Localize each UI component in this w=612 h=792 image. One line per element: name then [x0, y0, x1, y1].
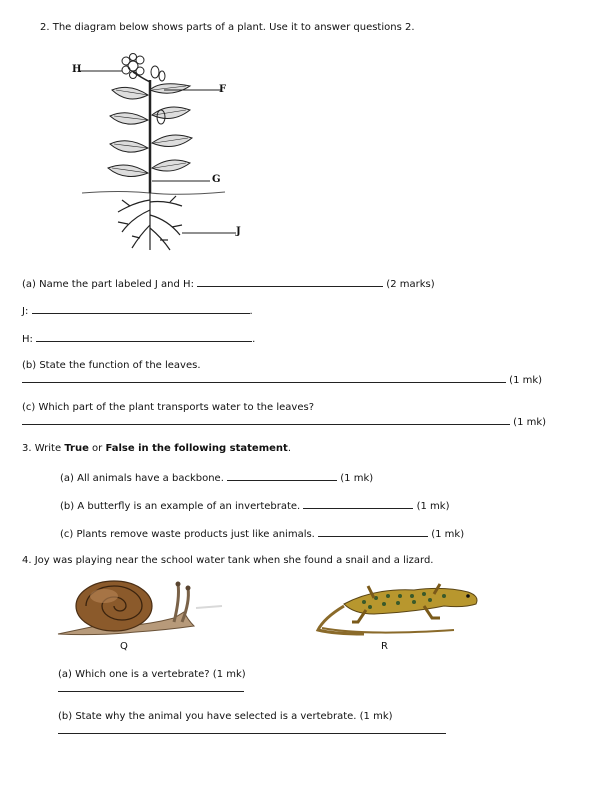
lizard-image	[304, 574, 482, 638]
label-f: F	[219, 84, 227, 95]
q4b-answer-line	[58, 724, 446, 737]
q2b-text: (b) State the function of the leaves.	[22, 360, 201, 371]
q2c-text: (c) Which part of the plant transports water to the leaves?	[22, 402, 315, 413]
j-period: .	[249, 306, 253, 317]
q2c-marks: (1 mk)	[510, 417, 547, 428]
caption-r: R	[381, 641, 388, 652]
q2a-marks: (2 marks)	[383, 279, 435, 290]
q3-true: True	[64, 443, 89, 454]
q3-or: or	[88, 443, 106, 454]
q3c-answer-blank[interactable]	[318, 527, 428, 537]
q4-stem: 4. Joy was playing near the school water tank when she found a snail and a lizard.	[22, 555, 434, 566]
q2b-marks: (1 mk)	[506, 375, 543, 386]
snail-image	[56, 578, 226, 640]
q3a-answer-blank[interactable]	[227, 471, 337, 481]
h-answer-blank[interactable]	[36, 332, 252, 342]
q3a-marks: (1 mk)	[337, 473, 374, 484]
q2-stem: 2. The diagram below shows parts of a plant. Use it to answer questions 2.	[40, 22, 415, 33]
q3b-answer-blank[interactable]	[303, 499, 413, 509]
q3a-line	[60, 471, 373, 484]
q3c-marks: (1 mk)	[428, 529, 465, 540]
q2a-answer-blank[interactable]	[197, 277, 383, 287]
q4b-text: (b) State why the animal you have selected is a vertebrate. (1 mk)	[58, 711, 393, 722]
q3b-marks: (1 mk)	[413, 501, 450, 512]
j-answer-blank[interactable]	[32, 304, 250, 314]
q3a-text: (a) All animals have a backbone.	[60, 473, 228, 484]
q3c-line	[60, 527, 464, 540]
plant-diagram	[60, 50, 260, 265]
label-h: H	[72, 64, 82, 75]
q2a-text: (a) Name the part labeled J and H:	[22, 279, 198, 290]
q2b-answer-blank[interactable]	[22, 373, 506, 383]
q2a-h-line	[22, 332, 255, 345]
q3-stem	[22, 443, 291, 454]
q2c-answer-blank[interactable]	[22, 415, 510, 425]
q4b-answer-blank[interactable]	[58, 724, 446, 734]
label-j: J	[236, 226, 241, 237]
q4a-answer-line	[58, 682, 244, 695]
q4a-answer-blank[interactable]	[58, 682, 244, 692]
q3-end: .	[287, 443, 291, 454]
caption-q: Q	[120, 641, 128, 652]
q3c-text: (c) Plants remove waste products just like animals.	[60, 529, 319, 540]
q2a-j-line	[22, 304, 253, 317]
j-label: J:	[22, 306, 32, 317]
q2a-line	[22, 277, 435, 290]
q3-false-statement: False in the following statement	[105, 443, 288, 454]
h-period: .	[252, 334, 256, 345]
q2c-answer-line	[22, 415, 546, 428]
h-label: H:	[22, 334, 37, 345]
q3b-line	[60, 499, 449, 512]
label-g: G	[212, 174, 221, 185]
q3-num: 3. Write	[22, 443, 65, 454]
flower-icon	[122, 54, 150, 83]
q4a-text: (a) Which one is a vertebrate? (1 mk)	[58, 669, 246, 680]
q2b-answer-line	[22, 373, 542, 386]
q3b-text: (b) A butterfly is an example of an invertebrate.	[60, 501, 304, 512]
